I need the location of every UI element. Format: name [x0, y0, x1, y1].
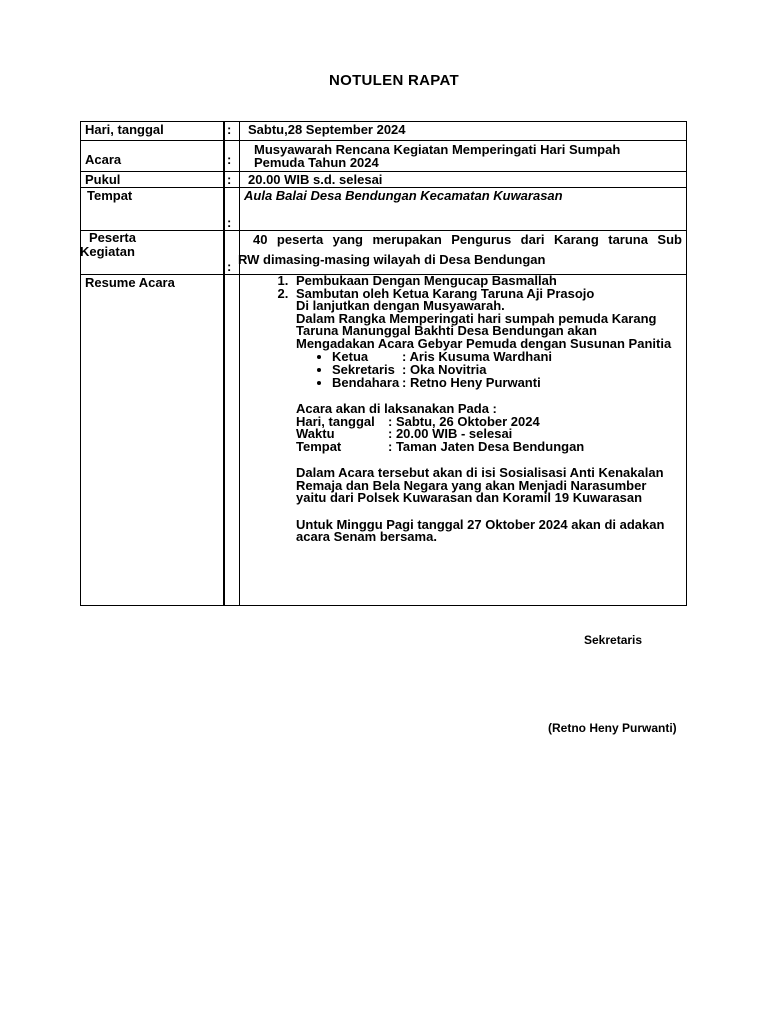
row-tempat: [81, 188, 687, 231]
row-resume-acara: [81, 275, 687, 606]
list-item: • Ketua : Aris Kusuma Wardhani: [332, 350, 682, 363]
value-pukul: 20.00 WIB s.d. selesai: [240, 172, 687, 188]
resume-list: [244, 275, 682, 300]
notulen-table: [80, 121, 687, 606]
row-pukul: [81, 172, 687, 188]
signature-name: (Retno Heny Purwanti): [548, 721, 677, 735]
value-tempat: Aula Balai Desa Bendungan Kecamatan Kuwarasan: [240, 188, 687, 231]
value-resume-acara: [240, 275, 687, 606]
list-item: • Bendahara : Retno Heny Purwanti: [332, 376, 682, 389]
colon: :: [224, 122, 240, 141]
signature-role: Sekretaris: [584, 633, 643, 647]
list-item: Tempat : Taman Jaten Desa Bendungan: [296, 438, 585, 454]
resume-text: Di lanjutkan dengan Musyawarah. Dalam Rangka Memperingati hari sumpah pemuda Karang Taruna Manunggal Bakhti Desa Bendungan akan Mengadakan Acara Gebyar Pemuda dengan Susunan Panitia: [296, 298, 672, 351]
pelaksanaan-block: Acara akan di laksanakan Pada : Hari, tanggal : Sabtu, 26 Oktober 2024 Waktu : 20.00 WIB - selesai Tempat : Taman Jaten Desa Bendungan Dalam Acara tersebut akan di isi Sosialisasi Anti Kenakalan Remaja dan Bela Negara yang akan Menjadi Narasumber yaitu dari Polsek Kuwarasan dan Koramil 19 Kuwarasan Untuk Minggu Pagi tanggal 27 Oktober 2024 akan di adakan acara Senam bersama.: [244, 389, 682, 544]
value-hari-tanggal: Sabtu,28 September 2024: [240, 122, 687, 141]
row-acara: [81, 141, 687, 172]
list-item: Hari, tanggal : Sabtu, 26 Oktober 2024: [296, 413, 540, 429]
value-peserta: 40 peserta yang merupakan Pengurus dari Karang taruna Sub RW dimasing-masing wilayah di Desa Bendungan: [240, 231, 687, 275]
list-item: 2. Sambutan oleh Ketua Karang Taruna Aji Prasojo: [292, 288, 682, 301]
label-hari-tanggal: Hari, tanggal: [81, 122, 225, 141]
label-peserta: Peserta Kegiatan: [81, 231, 225, 275]
value-acara: Musyawarah Rencana Kegiatan Memperingati Hari Sumpah Pemuda Tahun 2024: [240, 141, 687, 172]
list-item: Waktu : 20.00 WIB - selesai: [296, 426, 513, 441]
colon-empty: [224, 275, 240, 606]
row-peserta: [81, 231, 687, 275]
row-hari-tanggal: [81, 122, 687, 141]
colon: :: [224, 141, 240, 172]
colon: :: [224, 188, 240, 231]
label-pukul: Pukul: [81, 172, 225, 188]
document-title: NOTULEN RAPAT: [328, 72, 459, 89]
colon: :: [224, 231, 240, 275]
list-item: • Sekretaris : Oka Novitria: [332, 363, 682, 376]
list-item: 1. Pembukaan Dengan Mengucap Basmallah: [292, 275, 682, 288]
label-acara: Acara: [81, 141, 225, 172]
panitia-list: [244, 350, 682, 389]
label-resume-acara: Resume Acara: [81, 275, 225, 606]
colon: :: [224, 172, 240, 188]
label-tempat: Tempat: [81, 188, 225, 231]
